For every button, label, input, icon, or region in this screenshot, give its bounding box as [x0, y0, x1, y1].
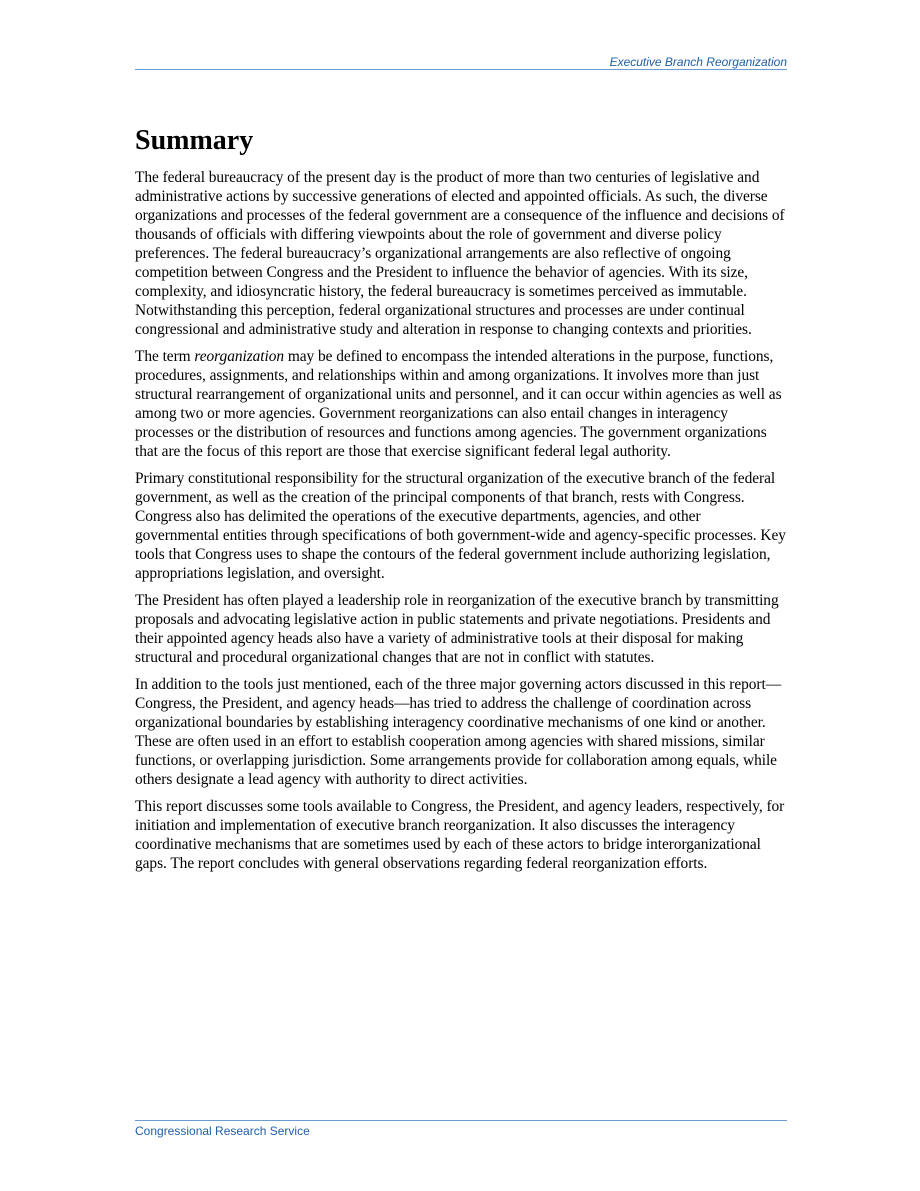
header-divider [135, 69, 787, 70]
paragraph-6: This report discusses some tools available to Congress, the President, and agency leaders, respectively, for initiation and implementation of executive branch reorganization. It also discusses the interagency coordinative mechanisms that are sometimes used by each of these actors to bridge interorganizational gaps. The report concludes with general observations regarding federal reorganization efforts. [135, 798, 785, 872]
running-header: Executive Branch Reorganization [609, 55, 787, 69]
term-reorganization: reorganization [194, 348, 285, 365]
paragraph-4: The President has often played a leadership role in reorganization of the executive branch by transmitting proposals and advocating legislative action in public statements and private negotiations. Presidents and their appointed agency heads also have a variety of administrative tools at their disposal for making structural and procedural organizational changes that are not in conflict with statutes. [135, 592, 779, 666]
footer-organization: Congressional Research Service [135, 1124, 310, 1138]
paragraph-3: Primary constitutional responsibility for the structural organization of the executive branch of the federal government, as well as the creation of the principal components of that branch, rests with Congress. Congress also has delimited the operations of the executive departments, agencies, and other governmental entities through specifications of both government-wide and agency-specific processes. Key tools that Congress uses to shape the contours of the federal government include authorizing legislation, appropriations legislation, and oversight. [135, 470, 786, 582]
paragraph-2 [135, 347, 787, 461]
page-title: Summary [135, 125, 254, 156]
footer-divider [135, 1120, 787, 1121]
paragraph-2-after: may be defined to encompass the intended alterations in the purpose, functions, procedures, assignments, and relationships within and among organizations. It involves more than just structural rearrangement of organizational units and personnel, and it can occur within agencies as well as among two or more agencies. Government reorganizations can also entail changes in interagency processes or the distribution of resources and functions among agencies. The government organizations that are the focus of this report are those that exercise significant federal legal authority. [135, 348, 782, 460]
summary-section [135, 122, 787, 881]
paragraph-2-before: The term [135, 348, 195, 365]
paragraph-1: The federal bureaucracy of the present day is the product of more than two centuries of legislative and administrative actions by successive generations of elected and appointed officials. As such, the diverse organizations and processes of the federal government are a consequence of the influence and decisions of thousands of officials with differing viewpoints about the role of government and diverse policy preferences. The federal bureaucracy’s organizational arrangements are also reflective of ongoing competition between Congress and the President to influence the behavior of agencies. With its size, complexity, and idiosyncratic history, the federal bureaucracy is sometimes perceived as immutable. Notwithstanding this perception, federal organizational structures and processes are under continual congressional and administrative study and alteration in response to changing contexts and priorities. [135, 169, 785, 338]
paragraph-5: In addition to the tools just mentioned, each of the three major governing actors discussed in this report—Congress, the President, and agency heads—has tried to address the challenge of coordination across organizational boundaries by establishing interagency coordinative mechanisms of one kind or another. These are often used in an effort to establish cooperation among agencies with shared missions, similar functions, or overlapping jurisdiction. Some arrangements provide for collaboration among equals, while others designate a lead agency with authority to direct activities. [135, 676, 782, 788]
